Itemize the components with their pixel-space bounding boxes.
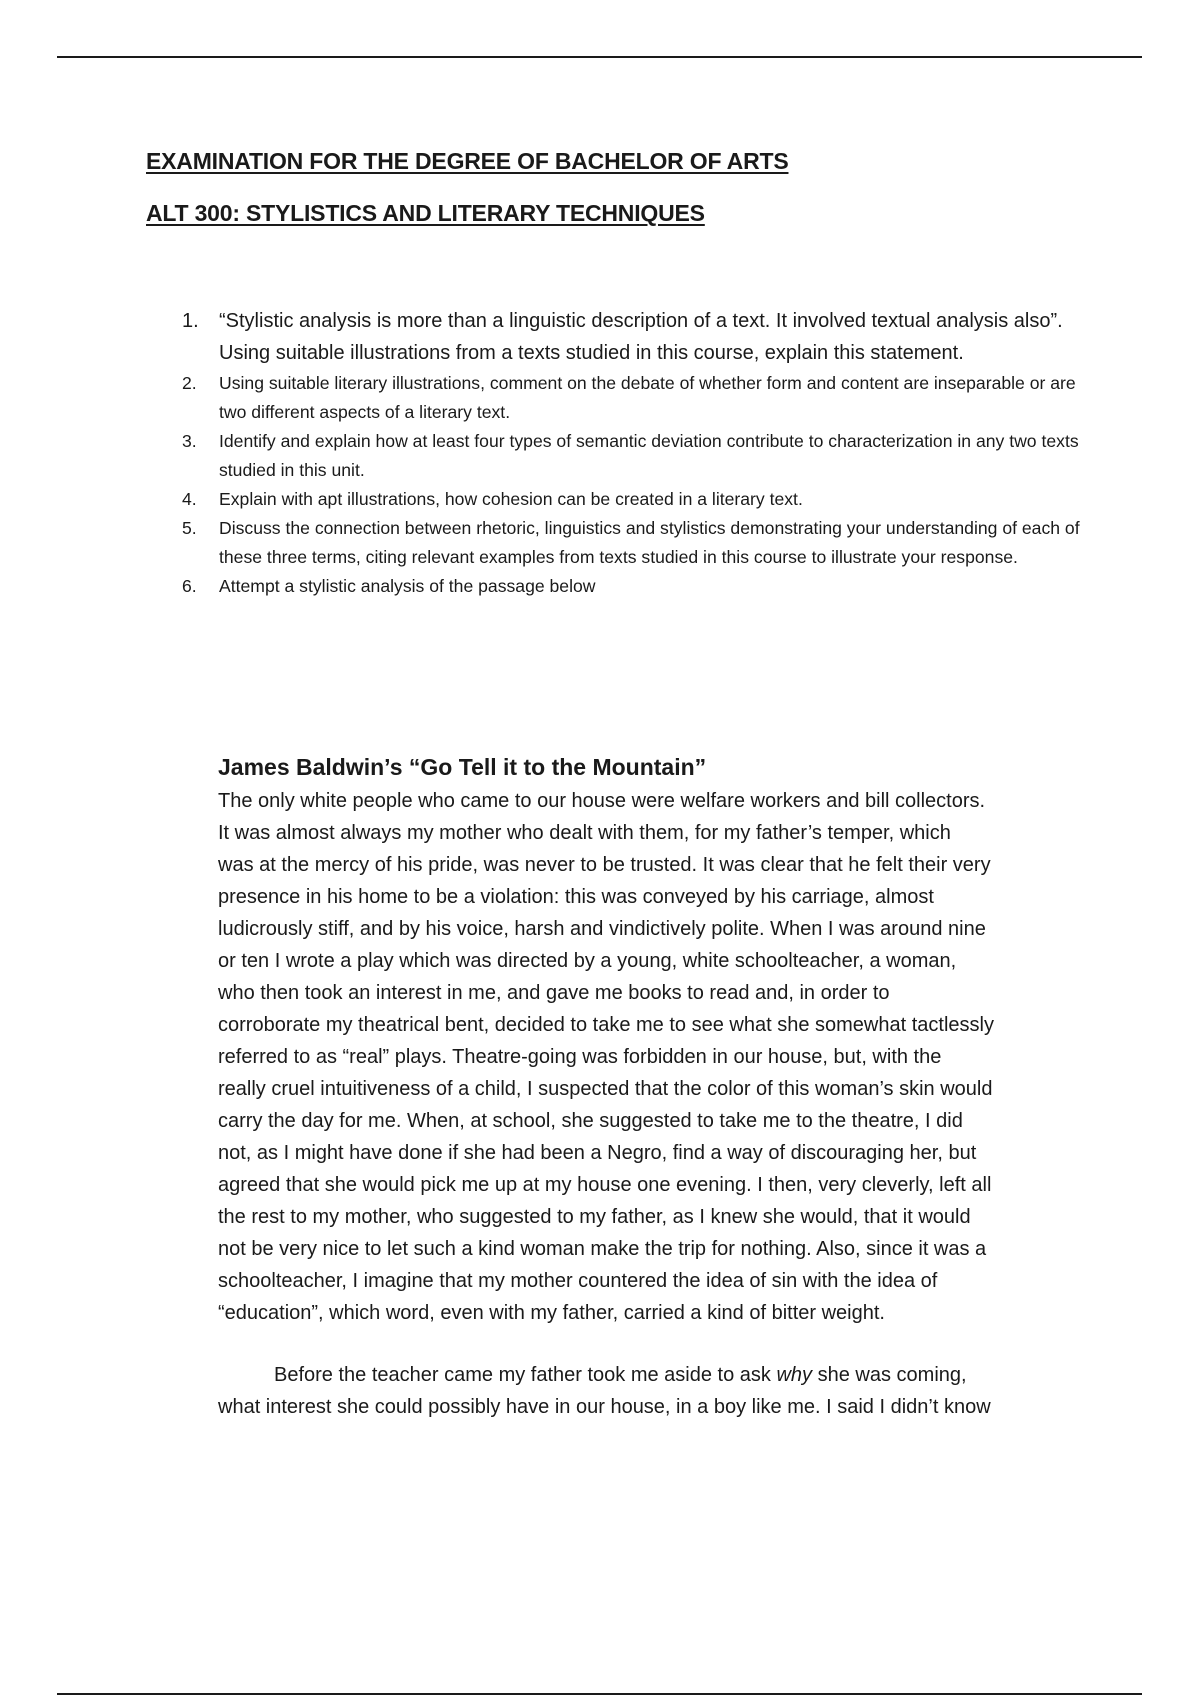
passage-text: she was coming, bbox=[812, 1364, 967, 1386]
question-item bbox=[182, 305, 1087, 369]
bottom-rule bbox=[57, 1693, 1142, 1695]
question-item bbox=[182, 572, 1087, 601]
passage-line: what interest she could possibly have in our house, in a boy like me. I said I didn’t know bbox=[218, 1396, 991, 1418]
question-number: 6. bbox=[182, 576, 197, 596]
passage bbox=[218, 750, 1098, 1423]
passage-line: carry the day for me. When, at school, she suggested to take me to the theatre, I did bbox=[218, 1110, 963, 1132]
passage-title: James Baldwin’s “Go Tell it to the Mountain” bbox=[218, 754, 707, 780]
passage-line: agreed that she would pick me up at my house one evening. I then, very cleverly, left all bbox=[218, 1174, 992, 1196]
question-text: Explain with apt illustrations, how cohesion can be created in a literary text. bbox=[219, 489, 803, 509]
question-text: Attempt a stylistic analysis of the passage below bbox=[219, 576, 596, 596]
passage-line: presence in his home to be a violation: this was conveyed by his carriage, almost bbox=[218, 886, 934, 908]
question-number: 2. bbox=[182, 373, 197, 393]
passage-line: really cruel intuitiveness of a child, I suspected that the color of this woman’s skin would bbox=[218, 1078, 993, 1100]
question-text: Using suitable literary illustrations, comment on the debate of whether form and content are inseparable or are two different aspects of a literary text. bbox=[219, 373, 1076, 422]
passage-line: or ten I wrote a play which was directed by a young, white schoolteacher, a woman, bbox=[218, 950, 957, 972]
question-text: Discuss the connection between rhetoric, linguistics and stylistics demonstrating your understanding of each of these three terms, citing relevant examples from texts studied in this course to illustrate your response. bbox=[219, 518, 1080, 567]
question-list bbox=[182, 305, 1087, 601]
top-rule bbox=[57, 56, 1142, 58]
passage-line bbox=[218, 1359, 1098, 1391]
question-item bbox=[182, 369, 1087, 427]
passage-line: referred to as “real” plays. Theatre-going was forbidden in our house, but, with the bbox=[218, 1046, 942, 1068]
passage-line: “education”, which word, even with my father, carried a kind of bitter weight. bbox=[218, 1302, 885, 1324]
question-number: 1. bbox=[182, 310, 199, 332]
passage-line: the rest to my mother, who suggested to my father, as I knew she would, that it would bbox=[218, 1206, 971, 1228]
passage-paragraph-2 bbox=[218, 1359, 1098, 1423]
emphasis-why: why bbox=[776, 1364, 813, 1386]
question-text: “Stylistic analysis is more than a linguistic description of a text. It involved textual analysis also”. Using suitable illustrations from a texts studied in this course, explain this statement. bbox=[219, 310, 1063, 364]
passage-line: ludicrously stiff, and by his voice, harsh and vindictively polite. When I was around nine bbox=[218, 918, 986, 940]
question-number: 5. bbox=[182, 518, 197, 538]
passage-text: Before the teacher came my father took me aside to ask bbox=[274, 1364, 777, 1386]
question-item bbox=[182, 427, 1087, 485]
question-number: 3. bbox=[182, 431, 197, 451]
passage-line: not be very nice to let such a kind woman make the trip for nothing. Also, since it was a bbox=[218, 1238, 987, 1260]
question-text: Identify and explain how at least four types of semantic deviation contribute to characterization in any two texts studied in this unit. bbox=[219, 431, 1079, 480]
passage-line: who then took an interest in me, and gave me books to read and, in order to bbox=[218, 982, 890, 1004]
passage-line: was at the mercy of his pride, was never to be trusted. It was clear that he felt their very bbox=[218, 854, 991, 876]
passage-line: not, as I might have done if she had been a Negro, find a way of discouraging her, but bbox=[218, 1142, 977, 1164]
passage-line: It was almost always my mother who dealt with them, for my father’s temper, which bbox=[218, 822, 951, 844]
question-number: 4. bbox=[182, 489, 197, 509]
passage-paragraph-1 bbox=[218, 785, 1098, 1329]
exam-title: EXAMINATION FOR THE DEGREE OF BACHELOR OF ARTS bbox=[146, 148, 789, 174]
course-title: ALT 300: STYLISTICS AND LITERARY TECHNIQUES bbox=[146, 200, 705, 226]
question-item bbox=[182, 485, 1087, 514]
question-item bbox=[182, 514, 1087, 572]
passage-line: The only white people who came to our house were welfare workers and bill collectors. bbox=[218, 790, 986, 812]
passage-line: corroborate my theatrical bent, decided to take me to see what she somewhat tactlessly bbox=[218, 1014, 994, 1036]
passage-line: schoolteacher, I imagine that my mother countered the idea of sin with the idea of bbox=[218, 1270, 938, 1292]
